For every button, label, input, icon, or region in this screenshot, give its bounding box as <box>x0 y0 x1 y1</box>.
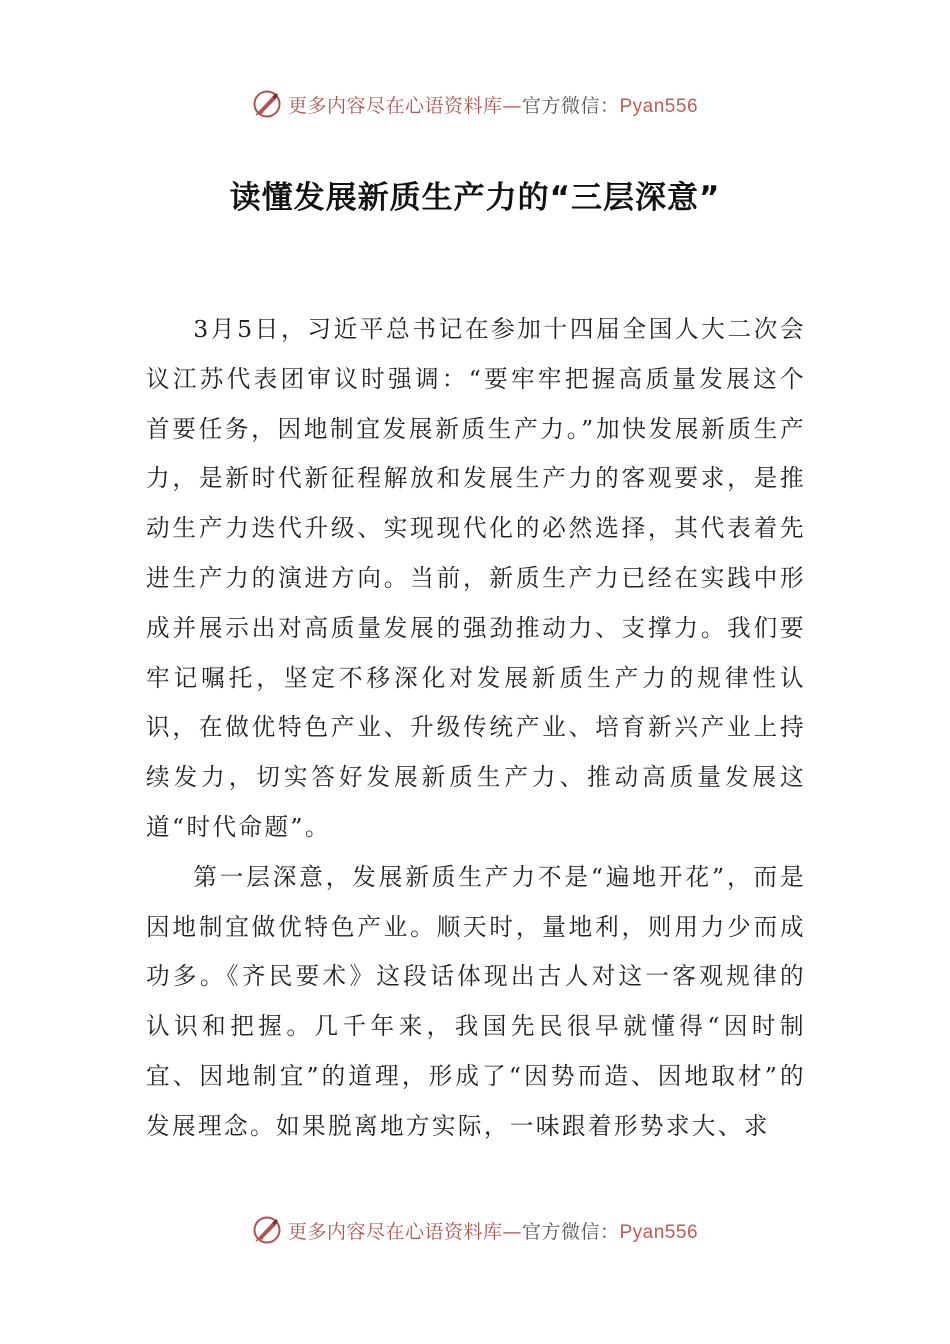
footer-watermark-banner <box>0 1210 950 1250</box>
watermark-wechat-label: 官方微信： <box>521 94 620 117</box>
header-watermark-banner <box>0 84 950 124</box>
pen-logo-icon <box>252 1215 282 1245</box>
paragraph-1: 3月5日，习近平总书记在参加十四届全国人大二次会议江苏代表团审议时强调：“要牢牢把握高质量发展这个首要任务，因地制宜发展新质生产力。”加快发展新质生产力，是新时代新征程解放和发展生产力的客观要求，是推动生产力迭代升级、实现现代化的必然选择，其代表着先进生产力的演进方向。当前，新质生产力已经在实践中形成并展示出对高质量发展的强劲推动力、支撑力。我们要牢记嘱托，坚定不移深化对发展新质生产力的规律性认识，在做优特色产业、升级传统产业、培育新兴产业上持续发力，切实答好发展新质生产力、推动高质量发展这道“时代命题”。 <box>146 315 806 841</box>
pen-logo-icon <box>252 89 282 119</box>
watermark-wechat-id: Pyan556 <box>619 1221 699 1243</box>
paragraph-2: 第一层深意，发展新质生产力不是“遍地开花”，而是因地制宜做优特色产业。顺天时，量地利，则用力少而成功多。《齐民要术》这段话体现出古人对这一客观规律的认识和把握。几千年来，我国先民很早就懂得“因时制宜、因地制宜”的道理，形成了“因势而造、因地取材”的发展理念。如果脱离地方实际，一味跟着形势求大、求 <box>146 862 806 1140</box>
document-title: 读懂发展新质生产力的“三层深意” <box>229 180 721 216</box>
watermark-main-text: 更多内容尽在心语资料库— <box>287 1220 522 1243</box>
watermark-wechat-id: Pyan556 <box>619 95 699 117</box>
watermark-wechat-label: 官方微信： <box>521 1220 620 1243</box>
watermark-text <box>288 1217 698 1244</box>
watermark-main-text: 更多内容尽在心语资料库— <box>287 94 522 117</box>
article-body <box>146 305 806 1152</box>
watermark-text <box>288 91 698 118</box>
